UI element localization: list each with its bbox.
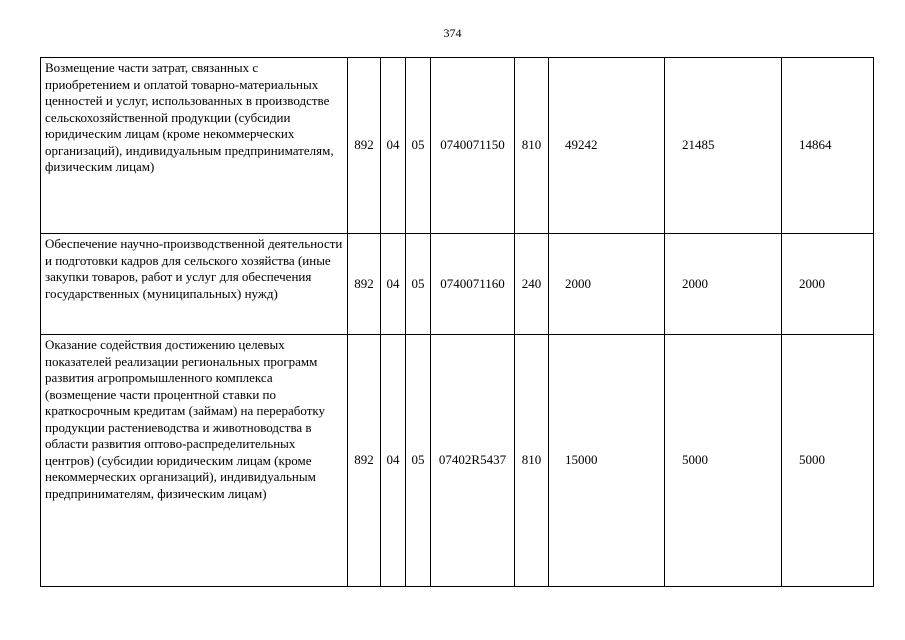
amount-1-cell: 2000: [549, 234, 665, 335]
ministry-code-cell: 892: [348, 335, 381, 587]
amount-3-cell: 2000: [782, 234, 874, 335]
expense-type-cell: 810: [515, 58, 549, 234]
table-row: [41, 58, 874, 234]
section-code-cell: 04: [381, 234, 406, 335]
amount-1-cell: 49242: [549, 58, 665, 234]
ministry-code-cell: 892: [348, 234, 381, 335]
table-row: [41, 234, 874, 335]
amount-3-cell: 14864: [782, 58, 874, 234]
row-description: Оказание содействия достижению целевых показателей реализации региональных программ развития агропромышленного комплекса (возмещение части процентной ставки по краткосрочным кредитам (займам) на переработку продукции растениеводства и животноводства в области развития оптово-распределительных центров) (субсидии юридическим лицам (кроме некоммерческих организаций), индивидуальным предпринимателям, физическим лицам): [41, 335, 348, 587]
amount-3-cell: 5000: [782, 335, 874, 587]
ministry-code-cell: 892: [348, 58, 381, 234]
section-code-cell: 04: [381, 58, 406, 234]
amount-2-cell: 5000: [665, 335, 782, 587]
subsection-code-cell: 05: [406, 58, 431, 234]
amount-1-cell: 15000: [549, 335, 665, 587]
subsection-code-cell: 05: [406, 234, 431, 335]
expense-type-cell: 240: [515, 234, 549, 335]
target-article-cell: 0740071160: [431, 234, 515, 335]
table-row: [41, 335, 874, 587]
target-article-cell: 07402R5437: [431, 335, 515, 587]
row-description: Обеспечение научно-производственной деятельности и подготовки кадров для сельского хозяйства (иные закупки товаров, работ и услуг для обеспечения государственных (муниципальных) нужд): [41, 234, 348, 335]
page-number: 374: [443, 26, 462, 40]
row-description: Возмещение части затрат, связанных с приобретением и оплатой товарно-материальных ценностей и услуг, использованных в производстве сельскохозяйственной продукции (субсидии юридическим лицам (кроме некоммерческих организаций), индивидуальным предпринимателям, физическим лицам): [41, 58, 348, 234]
section-code-cell: 04: [381, 335, 406, 587]
subsection-code-cell: 05: [406, 335, 431, 587]
amount-2-cell: 21485: [665, 58, 782, 234]
expense-type-cell: 810: [515, 335, 549, 587]
budget-table: [40, 57, 874, 587]
target-article-cell: 0740071150: [431, 58, 515, 234]
amount-2-cell: 2000: [665, 234, 782, 335]
